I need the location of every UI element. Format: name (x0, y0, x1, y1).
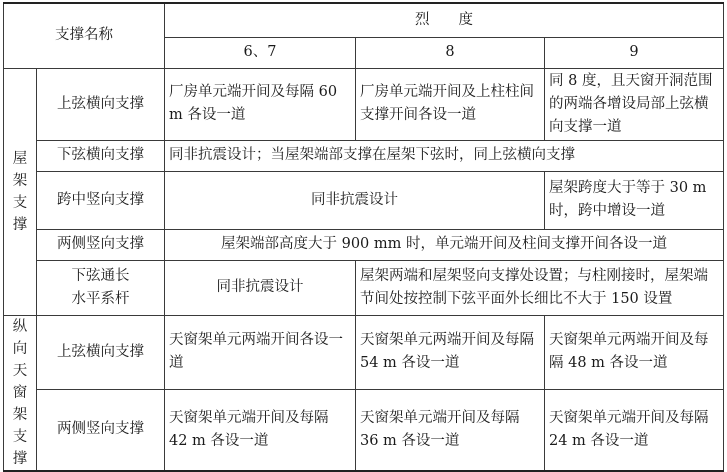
cell-r5-c1: 同非抗震设计 (165, 260, 356, 315)
row-name-side-vertical: 两侧竖向支撑 (37, 229, 165, 260)
header-col-8: 8 (356, 37, 545, 68)
cell-r3-c3: 屋架跨度大于等于 30 m 时，跨中增设一道 (545, 171, 724, 229)
cell-r6-c1: 天窗架单元两端开间各设一道 (165, 315, 356, 389)
cell-r6-c3: 天窗架单元两端开间及每隔 48 m 各设一道 (545, 315, 724, 389)
header-intensity: 烈 度 (165, 3, 724, 37)
header-col-9: 9 (545, 37, 724, 68)
cell-r1-c1: 厂房单元端开间及每隔 60 m 各设一道 (165, 68, 356, 140)
cell-r7-c1: 天窗架单元端开间及每隔 42 m 各设一道 (165, 389, 356, 470)
cell-r1-c2: 厂房单元端开间及上柱柱间支撑开间各设一道 (356, 68, 545, 140)
row-name-midspan-vertical: 跨中竖向支撑 (37, 171, 165, 229)
cell-r5-c23: 屋架两端和屋架竖向支撑处设置；与柱刚接时，屋架端节间处按控制下弦平面外长细比不大于 150 设置 (356, 260, 724, 315)
row-name-upper-chord: 上弦横向支撑 (37, 68, 165, 140)
header-col-6-7: 6、7 (165, 37, 356, 68)
cell-r7-c2: 天窗架单元端开间及每隔 36 m 各设一道 (356, 389, 545, 470)
cell-r7-c3: 天窗架单元端开间及每隔 24 m 各设一道 (545, 389, 724, 470)
row-name-lower-chord: 下弦横向支撑 (37, 140, 165, 171)
cell-r1-c3: 同 8 度，且天窗开洞范围的两端各增设局部上弦横向支撑一道 (545, 68, 724, 140)
group-roof-bracing: 屋 架 支 撑 (4, 68, 37, 315)
cell-r4-text: 屋架端部高度大于 900 mm 时，单元端开间及柱间支撑开间各设一道 (165, 229, 724, 260)
row-name-skylight-upper-chord: 上弦横向支撑 (37, 315, 165, 389)
row-name-skylight-side-vertical: 两侧竖向支撑 (37, 389, 165, 470)
cell-r3-merged: 同非抗震设计 (165, 171, 545, 229)
header-brace-name: 支撑名称 (4, 3, 165, 68)
cell-r2-text: 同非抗震设计；当屋架端部支撑在屋架下弦时，同上弦横向支撑 (165, 140, 724, 171)
row-name-lower-tie: 下弦通长 水平系杆 (37, 260, 165, 315)
group-skylight-bracing: 纵 向 天 窗 架 支 撑 (4, 315, 37, 471)
cell-r6-c2: 天窗架单元两端开间及每隔 54 m 各设一道 (356, 315, 545, 389)
seismic-bracing-table (3, 2, 724, 472)
